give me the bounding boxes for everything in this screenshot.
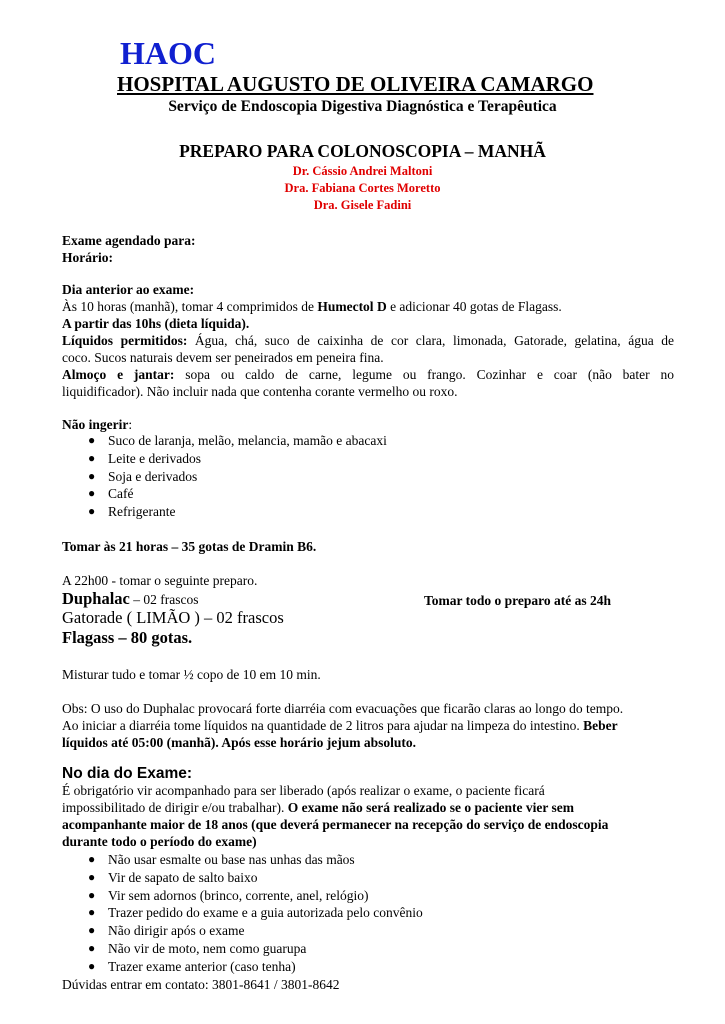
prep-intro: A 22h00 - tomar o seguinte preparo. bbox=[62, 573, 258, 588]
bullet-icon: ● bbox=[88, 923, 96, 938]
list-item-text: Trazer exame anterior (caso tenha) bbox=[108, 958, 296, 974]
bullet-icon: ● bbox=[88, 905, 96, 920]
prep-flagass: Flagass – 80 gotas. bbox=[62, 628, 193, 647]
list-item-text: Leite e derivados bbox=[108, 450, 201, 466]
prep-note-right: Tomar todo o preparo até as 24h bbox=[424, 593, 612, 608]
service-subtitle: Serviço de Endoscopia Digestiva Diagnóstica e Terapêutica bbox=[168, 98, 557, 115]
list-item bbox=[62, 485, 387, 503]
text-span: Ao iniciar a diarréia tome líquidos na quantidade de 2 litros para ajudar na limpeza do intestino. bbox=[62, 718, 584, 733]
bullet-icon: ● bbox=[88, 450, 96, 465]
meals-line2: liquidificador). Não incluir nada que contenha corante vermelho ou roxo. bbox=[62, 384, 458, 399]
list-item-text: Não dirigir após o exame bbox=[108, 923, 245, 939]
doctor-name: Dr. Cássio Andrei Maltoni bbox=[292, 164, 433, 178]
exam-day-list bbox=[62, 851, 423, 976]
text-span: Água, chá, suco de caixinha de cor clara, limonada, Gatorade, gelatina, água de bbox=[187, 333, 674, 348]
text-span: impossibilitado de dirigir e/ou trabalhar). bbox=[62, 800, 288, 815]
list-item-text: Refrigerante bbox=[108, 504, 176, 520]
exam-day-line3: acompanhante maior de 18 anos (que deverá permanecer na recepção do serviço de endoscopia bbox=[62, 817, 609, 832]
day-before-heading: Dia anterior ao exame: bbox=[62, 282, 195, 297]
avoid-heading bbox=[62, 416, 132, 433]
exam-day-line1: É obrigatório vir acompanhado para ser liberado (após realizar o exame, o paciente ficará bbox=[62, 783, 545, 798]
bullet-icon: ● bbox=[88, 869, 96, 884]
text-span: sopa ou caldo de carne, legume ou frango. Cozinhar e coar (não bater no bbox=[174, 367, 674, 382]
text-span: e adicionar 40 gotas de Flagass. bbox=[386, 299, 562, 314]
exam-day-line4: durante todo o período do exame) bbox=[62, 834, 257, 849]
liquid-diet-note: A partir das 10hs (dieta líquida). bbox=[62, 316, 250, 331]
list-item bbox=[62, 450, 387, 468]
document-title: PREPARO PARA COLONOSCOPIA – MANHÃ bbox=[179, 141, 546, 161]
obs-line3: líquidos até 05:00 (manhã). Após esse horário jejum absoluto. bbox=[62, 735, 417, 750]
duphalac-name: Duphalac bbox=[62, 589, 130, 608]
bullet-icon: ● bbox=[88, 486, 96, 501]
list-item-text: Café bbox=[108, 486, 134, 502]
list-item-text: Vir sem adornos (brinco, corrente, anel, relógio) bbox=[108, 887, 369, 903]
text-span: Às 10 horas (manhã), tomar 4 comprimidos de bbox=[62, 299, 318, 314]
meals-line1 bbox=[62, 366, 674, 383]
humectol-name: Humectol D bbox=[317, 299, 387, 314]
bullet-icon: ● bbox=[88, 887, 96, 902]
logo-haoc: HAOC bbox=[120, 35, 216, 71]
list-item bbox=[62, 468, 387, 486]
day-before-humectol-line bbox=[62, 298, 562, 315]
list-item bbox=[62, 503, 387, 521]
obs-line2 bbox=[62, 717, 618, 734]
liquids-allowed-line2: coco. Sucos naturais devem ser peneirados em peneira fina. bbox=[62, 350, 384, 365]
list-item-text: Soja e derivados bbox=[108, 468, 198, 484]
prep-gatorade: Gatorade ( LIMÃO ) – 02 frascos bbox=[62, 608, 284, 627]
exam-scheduled-label: Exame agendado para: bbox=[62, 233, 196, 248]
doctor-name: Dra. Fabiana Cortes Moretto bbox=[284, 181, 441, 195]
list-item bbox=[62, 869, 423, 887]
list-item bbox=[62, 432, 387, 450]
list-item bbox=[62, 904, 423, 922]
list-item-text: Vir de sapato de salto baixo bbox=[108, 869, 258, 885]
list-item bbox=[62, 940, 423, 958]
bullet-icon: ● bbox=[88, 433, 96, 447]
prep-duphalac bbox=[62, 589, 198, 609]
liquids-label: Líquidos permitidos: bbox=[62, 333, 188, 348]
bullet-icon: ● bbox=[88, 852, 96, 866]
list-item bbox=[62, 958, 423, 976]
prep-mix: Misturar tudo e tomar ½ copo de 10 em 10 min. bbox=[62, 667, 321, 682]
contact-info: Dúvidas entrar em contato: 3801-8641 / 3801-8642 bbox=[62, 977, 340, 992]
exam-day-line2 bbox=[62, 799, 574, 816]
list-item-text: Não vir de moto, nem como guarupa bbox=[108, 940, 307, 956]
avoid-list bbox=[62, 432, 387, 521]
list-item-text: Trazer pedido do exame e a guia autorizada pelo convênio bbox=[108, 905, 423, 921]
duphalac-qty: – 02 frascos bbox=[129, 592, 199, 607]
doctor-name: Dra. Gisele Fadini bbox=[313, 198, 412, 212]
hospital-name: HOSPITAL AUGUSTO DE OLIVEIRA CAMARGO bbox=[117, 72, 594, 96]
bullet-icon: ● bbox=[88, 468, 96, 483]
meals-label: Almoço e jantar: bbox=[62, 367, 175, 382]
list-item bbox=[62, 851, 423, 869]
text-span: Beber bbox=[583, 718, 618, 733]
bullet-icon: ● bbox=[88, 958, 96, 973]
text-span: : bbox=[128, 417, 133, 432]
exam-time-label: Horário: bbox=[62, 250, 113, 265]
list-item-text: Não usar esmalte ou base nas unhas das mãos bbox=[108, 852, 355, 867]
list-item-text: Suco de laranja, melão, melancia, mamão e abacaxi bbox=[108, 433, 387, 448]
list-item bbox=[62, 922, 423, 940]
bullet-icon: ● bbox=[88, 940, 96, 955]
text-span: O exame não será realizado se o paciente vier sem bbox=[287, 800, 575, 815]
list-item bbox=[62, 887, 423, 905]
avoid-heading-text: Não ingerir bbox=[62, 417, 129, 432]
liquids-allowed-line1 bbox=[62, 332, 674, 349]
obs-line1: Obs: O uso do Duphalac provocará forte diarréia com evacuações que ficarão claras ao longo do tempo. bbox=[62, 701, 624, 716]
bullet-icon: ● bbox=[88, 504, 96, 519]
exam-day-heading: No dia do Exame: bbox=[62, 765, 193, 782]
dramin-instruction: Tomar às 21 horas – 35 gotas de Dramin B6. bbox=[62, 539, 317, 554]
